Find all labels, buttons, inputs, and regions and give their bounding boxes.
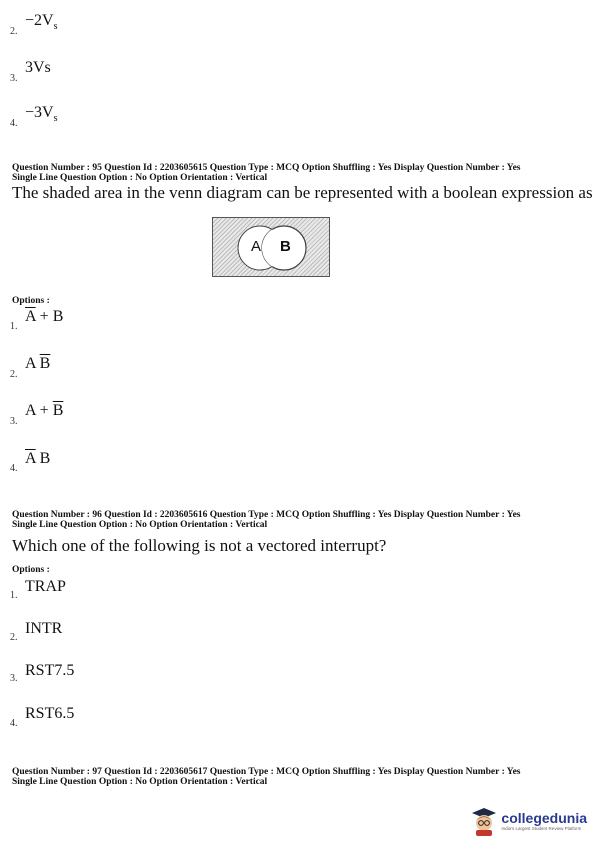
q95-meta-line-2: Single Line Question Option : No Option Orientation : Vertical <box>12 173 268 183</box>
venn-diagram <box>212 217 330 277</box>
q96-option-1-number: 1. <box>10 590 18 601</box>
q95-option-2-number: 2. <box>10 369 18 380</box>
q94-option-4-text: $-3V_s$ <box>25 104 58 125</box>
logo-wordmark: collegedunia <box>501 809 587 826</box>
q95-option-1-number: 1. <box>10 321 18 332</box>
q94-option-4-number: 4. <box>10 118 18 129</box>
q94-option-2-number: 2. <box>10 26 18 37</box>
venn-label-a: A <box>251 238 262 255</box>
q96-meta <box>12 510 587 530</box>
q95-options-label: Options : <box>12 296 50 306</box>
q95-option-2-term-a: A <box>25 355 40 372</box>
q97-meta-line-1: Question Number : 97 Question Id : 2203605617 Question Type : MCQ Option Shuffling : Yes Display Question Number : Yes <box>12 767 521 777</box>
logo-tagline: India's Largest Student Review Platform <box>501 825 582 831</box>
q97-meta <box>12 767 587 787</box>
student-mascot-icon <box>471 806 497 836</box>
q95-option-3-expression <box>25 402 63 420</box>
venn-label-b: B <box>280 238 291 255</box>
q95-option-2-term-b: $\overline{B}$ <box>39 355 51 372</box>
q95-question-text: The shaded area in the venn diagram can be represented with a boolean expression as <box>12 183 593 202</box>
q95-option-3-term-a: A + <box>25 402 53 419</box>
q95-option-1-term-a: $\overline{A}$ <box>25 308 36 325</box>
q96-option-4-number: 4. <box>10 718 18 729</box>
q95-meta-line-1: Question Number : 95 Question Id : 2203605615 Question Type : MCQ Option Shuffling : Yes Display Question Number : Yes <box>12 163 521 173</box>
collegedunia-logo <box>471 806 587 836</box>
q95-option-1-term-b: + B <box>35 308 64 325</box>
q95-option-4-expression <box>25 450 50 468</box>
q94-option-3-text: 3Vs <box>25 59 51 76</box>
q94-option-2-value: −2V <box>25 12 54 29</box>
q95-option-1-expression <box>25 308 63 326</box>
q94-option-2-text: $-2V_s$ <box>25 12 58 33</box>
q96-option-2-text: INTR <box>25 620 63 637</box>
venn-diagram-graphic <box>213 218 329 276</box>
q96-meta-line-1: Question Number : 96 Question Id : 2203605616 Question Type : MCQ Option Shuffling : Yes Display Question Number : Yes <box>12 510 521 520</box>
q94-option-3-number: 3. <box>10 73 18 84</box>
q96-meta-line-2: Single Line Question Option : No Option Orientation : Vertical <box>12 520 268 530</box>
q96-option-3-number: 3. <box>10 673 18 684</box>
q95-meta <box>12 163 587 183</box>
q94-option-4-value: −3V <box>25 104 54 121</box>
q96-option-2-number: 2. <box>10 632 18 643</box>
q97-meta-line-2: Single Line Question Option : No Option Orientation : Vertical <box>12 777 268 787</box>
q96-question-text: Which one of the following is not a vectored interrupt? <box>12 536 387 555</box>
q95-option-2-expression <box>25 355 50 373</box>
q96-option-3-text: RST7.5 <box>25 662 75 679</box>
q95-option-3-term-b: $\overline{B}$ <box>52 402 64 419</box>
q96-option-4-text: RST6.5 <box>25 705 75 722</box>
q95-option-4-term-a: $\overline{A}$ <box>25 450 36 467</box>
q96-options-label: Options : <box>12 565 50 575</box>
q96-option-1-text: TRAP <box>25 578 66 595</box>
q95-option-3-number: 3. <box>10 416 18 427</box>
q95-option-4-number: 4. <box>10 463 18 474</box>
q95-option-4-term-b: B <box>35 450 51 467</box>
logo-text-block <box>501 811 587 832</box>
